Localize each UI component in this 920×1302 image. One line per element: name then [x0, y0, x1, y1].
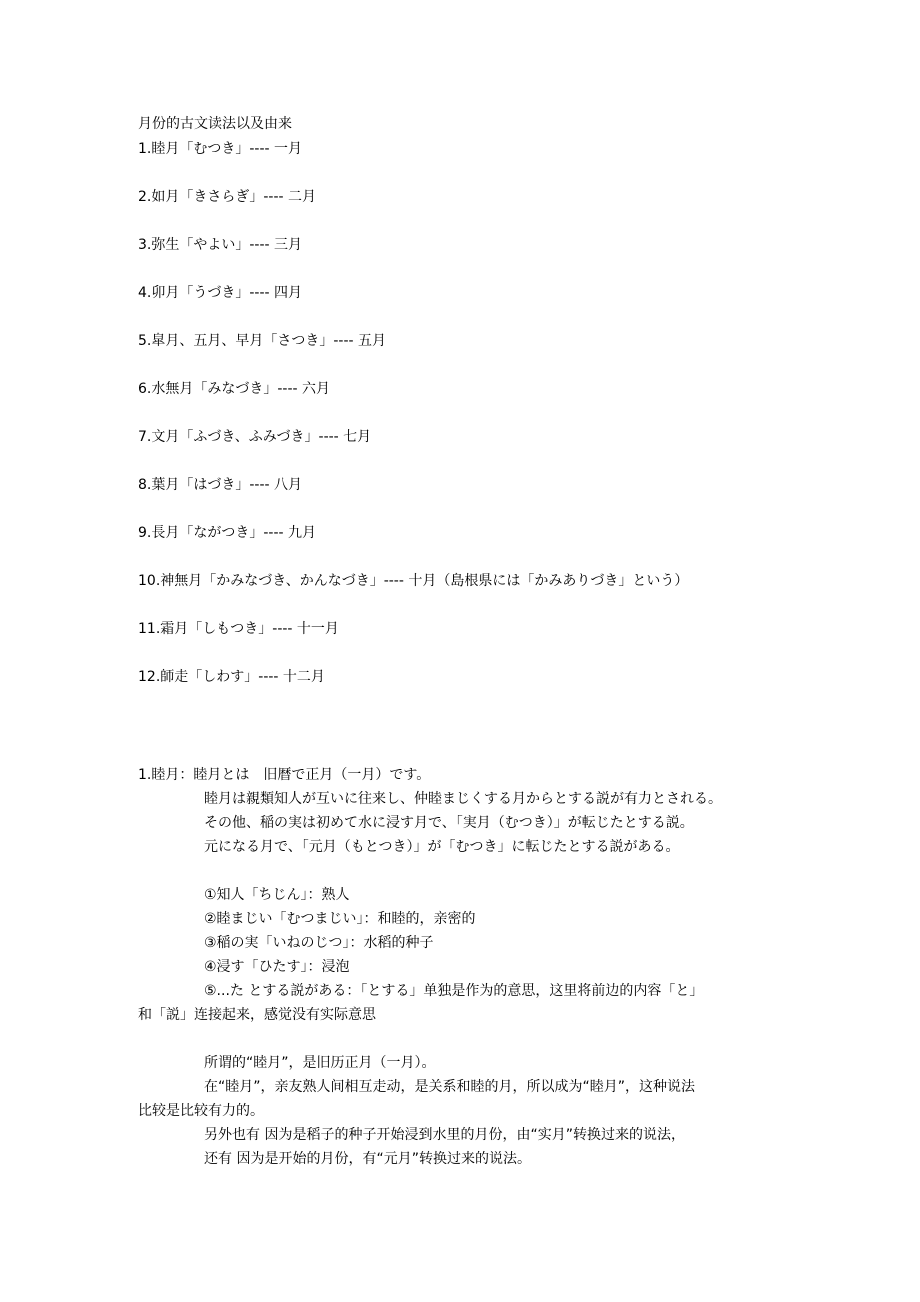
month-item-3: 3.弥生「やよい」---- 三月 [138, 237, 303, 253]
translation-line-2: 在“睦月”，亲友熟人间相互走动，是关系和睦的月，所以成为“睦月”，这种说法 [204, 1079, 696, 1095]
vocab-item-4: ④浸す「ひたす」：浸泡 [204, 959, 350, 975]
vocab-item-1: ①知人「ちじん」：熟人 [204, 887, 350, 903]
translation-line-1: 所谓的“睦月”，是旧历正月（一月）。 [204, 1055, 436, 1071]
month-item-8: 8.葉月「はづき」---- 八月 [138, 477, 303, 493]
month-item-1: 1.睦月「むつき」---- 一月 [138, 141, 303, 157]
month-item-5: 5.皐月、五月、早月「さつき」---- 五月 [138, 333, 387, 349]
month-item-9: 9.長月「ながつき」---- 九月 [138, 525, 317, 541]
translation-line-3: 另外也有 因为是稻子的种子开始浸到水里的月份，由“实月”转换过来的说法， [204, 1127, 685, 1143]
detail-heading: 1.睦月：睦月とは 旧暦で正月（一月）です。 [138, 767, 431, 783]
vocab-item-3: ③稲の実「いねのじつ」：水稻的种子 [204, 935, 434, 951]
month-item-4: 4.卯月「うづき」---- 四月 [138, 285, 303, 301]
vocab-item-2: ②睦まじい「むつまじい」：和睦的，亲密的 [204, 911, 476, 927]
document-title: 月份的古文读法以及由来 [138, 116, 292, 132]
vocab-item-5-continuation: 和「説」连接起来，感觉没有实际意思 [138, 1007, 376, 1023]
vocab-item-5: ⑤...た とする説がある：「とする」单独是作为的意思，这里将前边的内容「と」 [204, 983, 704, 999]
translation-line-4: 还有 因为是开始的月份，有“元月”转换过来的说法。 [204, 1151, 531, 1167]
month-item-7: 7.文月「ふづき、ふみづき」---- 七月 [138, 429, 372, 445]
explanation-line-3: 元になる月で、「元月（もとつき）」が「むつき」に転じたとする説がある。 [204, 839, 680, 855]
translation-line-2-continuation: 比较是比较有力的。 [138, 1103, 264, 1119]
explanation-line-1: 睦月は親類知人が互いに往来し、仲睦まじくする月からとする説が有力とされる。 [204, 791, 722, 807]
month-item-6: 6.水無月「みなづき」---- 六月 [138, 381, 331, 397]
month-item-11: 11.霜月「しもつき」---- 十一月 [138, 621, 339, 637]
explanation-line-2: その他、稲の実は初めて水に浸す月で、「実月（むつき）」が転じたとする説。 [204, 815, 694, 831]
month-item-10: 10.神無月「かみなづき、かんなづき」---- 十月（島根県には「かみありづき」という） [138, 573, 689, 589]
month-item-2: 2.如月「きさらぎ」---- 二月 [138, 189, 317, 205]
month-item-12: 12.師走「しわす」---- 十二月 [138, 669, 325, 685]
